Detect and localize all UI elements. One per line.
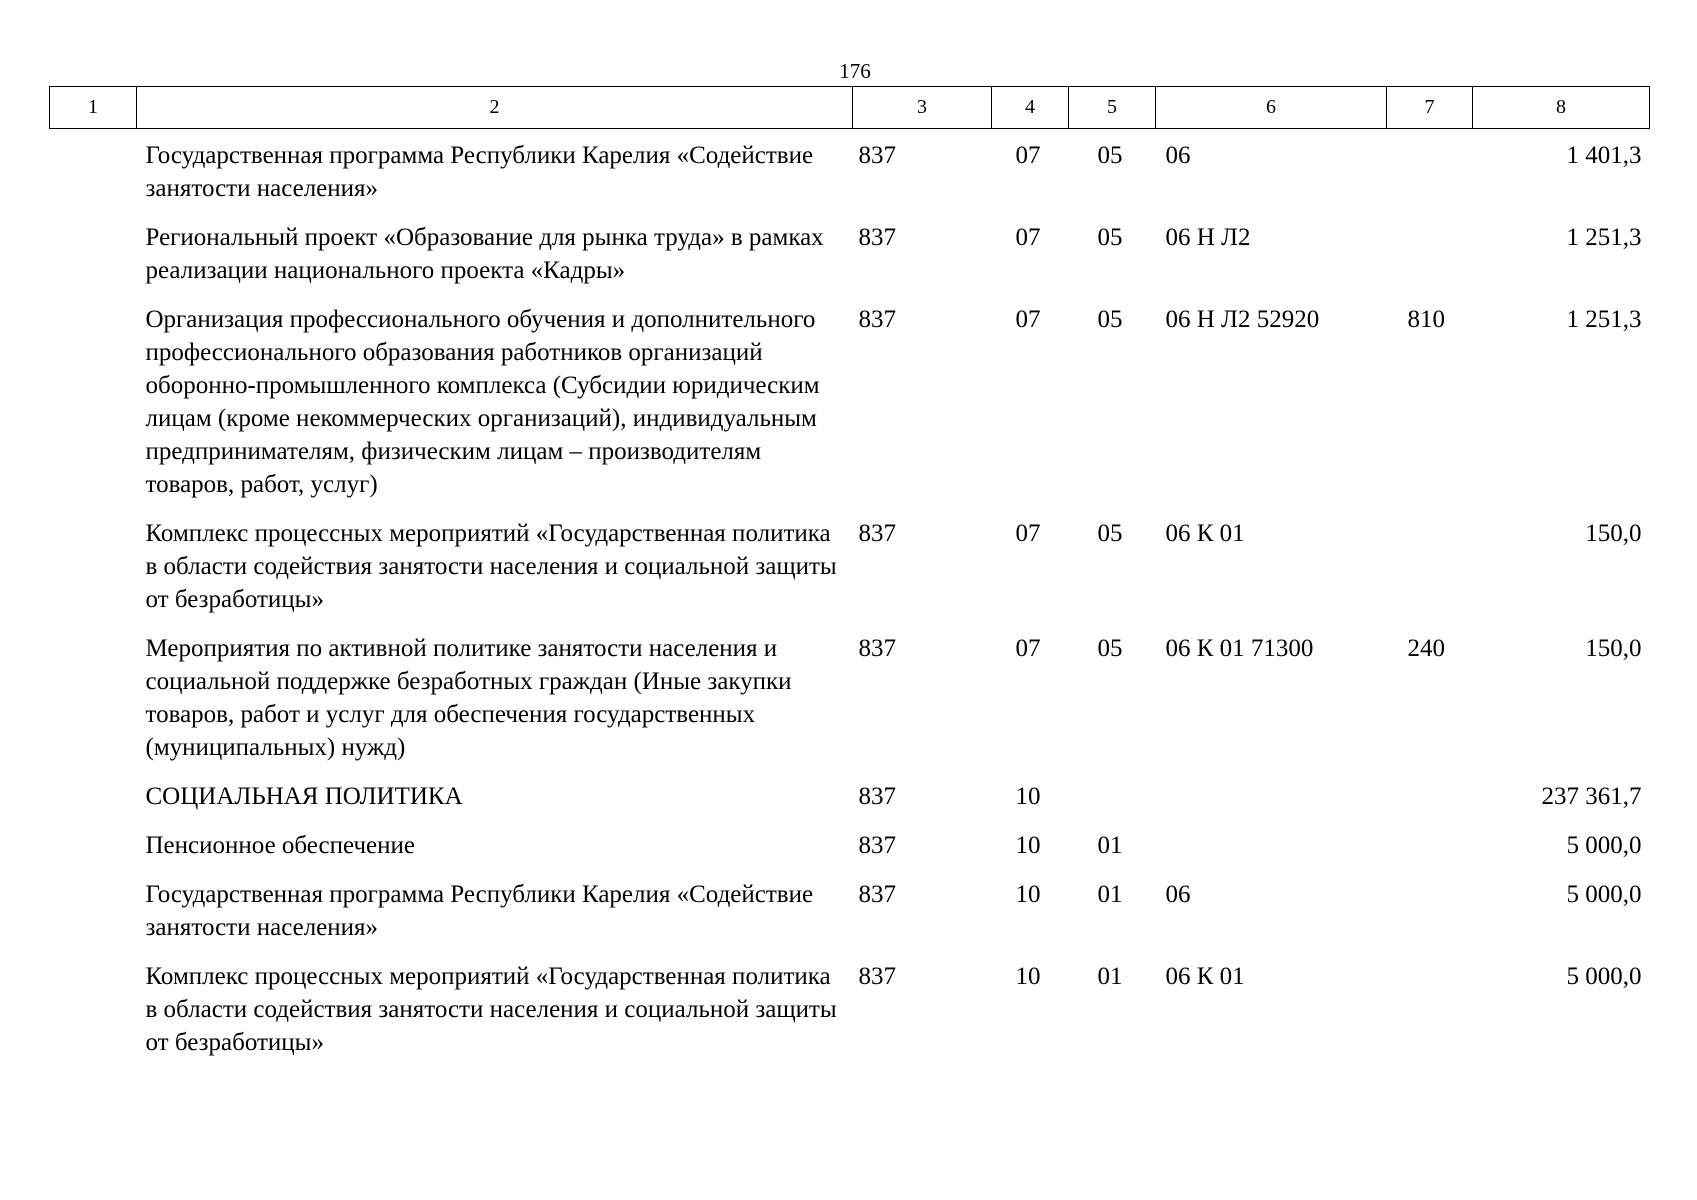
amount: 5 000,0 [1566,963,1642,990]
table-row [50,295,1650,509]
amount: 150,0 [1585,520,1642,547]
expense-type-code [1387,821,1473,870]
amount: 1 251,3 [1566,306,1642,333]
expense-type-code [1387,213,1473,295]
column-header: 7 [1387,87,1473,129]
expense-type-code [1387,952,1473,1067]
section-code: 07 [1015,635,1041,662]
ministry-code: 837 [858,142,896,169]
expense-type-code [1387,129,1473,214]
expense-type-code [1387,509,1473,624]
column-header: 6 [1156,87,1387,129]
table-row [50,870,1650,952]
column-header: 4 [992,87,1069,129]
amount: 5 000,0 [1566,881,1642,908]
ministry-code: 837 [858,963,896,990]
ministry-code: 837 [858,881,896,908]
expense-type-code [1387,772,1473,821]
row-name: Государственная программа Республики Карелия «Содействие занятости населения» [145,881,814,941]
section-code: 10 [1015,963,1041,990]
target-article-code: 06 [1165,142,1191,169]
section-code: 10 [1015,832,1041,859]
page-number: 176 [839,59,871,83]
row-name: Организация профессионального обучения и дополнительного профессионального образования работников организаций оборонно-промышленного комплекса (Субсидии юридическим лицам (кроме некоммерческих организаций), индивидуальным предпринимателям, физическим лицам – производителям товаров, работ, услуг) [145,306,820,498]
row-name: Региональный проект «Образование для рынка труда» в рамках реализации национального проекта «Кадры» [145,224,824,284]
column-header: 1 [50,87,137,129]
subsection-code: 05 [1097,520,1123,547]
target-article-code [1156,772,1387,821]
section-code: 07 [1015,306,1041,333]
ministry-code: 837 [858,306,896,333]
target-article-code: 06 Н Л2 52920 [1165,306,1320,333]
section-code: 07 [1015,520,1041,547]
table-row [50,772,1650,821]
row-name: Мероприятия по активной политике занятости населения и социальной поддержке безработных граждан (Иные закупки товаров, работ и услуг для обеспечения государственных (муниципальных) нужд) [145,635,792,761]
row-name: Пенсионное обеспечение [145,832,415,859]
row-name: Комплекс процессных мероприятий «Государственная политика в области содействия занятости населения и социальной защиты от безработицы» [145,520,837,613]
ministry-code: 837 [858,224,896,251]
amount: 237 361,7 [1541,783,1642,810]
subsection-code: 05 [1097,224,1123,251]
subsection-code: 05 [1097,635,1123,662]
amount: 1 251,3 [1566,224,1642,251]
subsection-code [1069,772,1156,821]
ministry-code: 837 [858,635,896,662]
amount: 1 401,3 [1566,142,1642,169]
row-name: Государственная программа Республики Карелия «Содействие занятости населения» [145,142,814,202]
column-header: 2 [137,87,853,129]
ministry-code: 837 [858,520,896,547]
amount: 5 000,0 [1566,832,1642,859]
subsection-code: 05 [1097,306,1123,333]
section-code: 07 [1015,142,1041,169]
target-article-code: 06 К 01 [1165,963,1245,990]
table-row [50,129,1650,214]
table-row [50,213,1650,295]
column-header: 8 [1473,87,1650,129]
amount: 150,0 [1585,635,1642,662]
table-header [50,87,1650,129]
section-code: 07 [1015,224,1041,251]
table-row [50,821,1650,870]
target-article-code [1156,821,1387,870]
target-article-code: 06 К 01 71300 [1165,635,1314,662]
column-header: 3 [853,87,992,129]
target-article-code: 06 Н Л2 [1165,224,1251,251]
expense-type-code [1387,870,1473,952]
section-code: 10 [1015,783,1041,810]
table-body [50,129,1650,1068]
subsection-code: 01 [1097,963,1123,990]
row-name: Комплекс процессных мероприятий «Государственная политика в области содействия занятости населения и социальной защиты от безработицы» [145,963,837,1056]
subsection-code: 05 [1097,142,1123,169]
subsection-code: 01 [1097,881,1123,908]
row-name: СОЦИАЛЬНАЯ ПОЛИТИКА [145,783,463,810]
subsection-code: 01 [1097,832,1123,859]
ministry-code: 837 [858,832,896,859]
expense-type-code: 810 [1407,306,1445,333]
budget-table [49,86,1650,1067]
table-row [50,624,1650,772]
expense-type-code: 240 [1407,635,1445,662]
column-header: 5 [1069,87,1156,129]
target-article-code: 06 [1165,881,1191,908]
ministry-code: 837 [858,783,896,810]
target-article-code: 06 К 01 [1165,520,1245,547]
header-row [50,87,1650,129]
table-row [50,509,1650,624]
section-code: 10 [1015,881,1041,908]
table-row [50,952,1650,1067]
